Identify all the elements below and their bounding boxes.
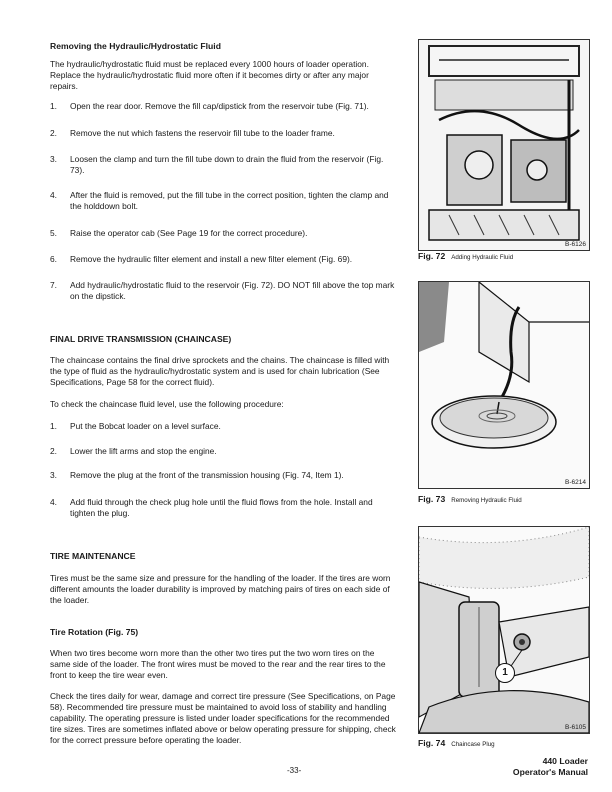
section-title-tire: TIRE MAINTENANCE bbox=[50, 551, 136, 561]
figure-72-caption: Fig. 72 Adding Hydraulic Fluid bbox=[418, 251, 514, 261]
manual-title bbox=[513, 756, 588, 778]
drain-pan-illustration bbox=[419, 282, 589, 488]
figure-74-image bbox=[418, 526, 590, 734]
figure-72-image bbox=[418, 39, 590, 251]
hydraulic-intro: The hydraulic/hydrostatic fluid must be replaced every 1000 hours of loader operation. Replace the hydraulic/hydrostatic fluid more often if it becomes dirty or after any major repairs. bbox=[50, 59, 369, 91]
chaincase-lead: To check the chaincase fluid level, use the following procedure: bbox=[50, 399, 284, 409]
figure-73-caption: Fig. 73 Removing Hydraulic Fluid bbox=[418, 494, 522, 504]
chaincase-plug-illustration bbox=[419, 527, 589, 733]
figure-73-code: B-6214 bbox=[565, 479, 586, 486]
engine-compartment-illustration bbox=[419, 40, 589, 250]
tire-check-text: Check the tires daily for wear, damage and correct tire pressure (See Specifications, on Page 58). Recommended tire pressure must be maintained to avoid loss of stability and handling capability. The operating pressure is listed under loader specifications for the recommended tire sizes. Tires are sometimes inflated above or below operating pressure for shipping, check for the correct pressure before operating the loader. bbox=[50, 691, 396, 745]
item-1-callout: 1 bbox=[495, 663, 515, 683]
tire-rotation-title: Tire Rotation (Fig. 75) bbox=[50, 627, 139, 637]
page-number: -33- bbox=[287, 766, 302, 775]
figure-74-code: B-6105 bbox=[565, 724, 586, 731]
figure-73-image bbox=[418, 281, 590, 489]
figure-72-code: B-6126 bbox=[565, 241, 586, 248]
tire-rotation-text: When two tires become worn more than the other two tires put the two worn tires on the same side of the loader. The front wires must be moved to the rear and the rear tires to the front to keep the tire wear even. bbox=[50, 648, 386, 680]
tire-intro: Tires must be the same size and pressure for the handling of the loader. If the tires are worn different amounts the loader durability is improved by matching pairs of tires on each side of the loader. bbox=[50, 573, 391, 605]
figure-74-caption: Fig. 74 Chaincase Plug bbox=[418, 738, 495, 748]
chaincase-intro: The chaincase contains the final drive sprockets and the chains. The chaincase is filled with the type of fluid as the hydraulic/hydrostatic system and is used for chain lubrication (See Specifications, Page 58 for the correct fluid). bbox=[50, 355, 390, 387]
manual-name: Operator's Manual bbox=[512, 767, 588, 777]
model-name: 440 Loader bbox=[542, 756, 588, 766]
section-title-hydraulic: Removing the Hydraulic/Hydrostatic Fluid bbox=[50, 41, 221, 51]
section-title-chaincase: FINAL DRIVE TRANSMISSION (CHAINCASE) bbox=[50, 334, 232, 344]
